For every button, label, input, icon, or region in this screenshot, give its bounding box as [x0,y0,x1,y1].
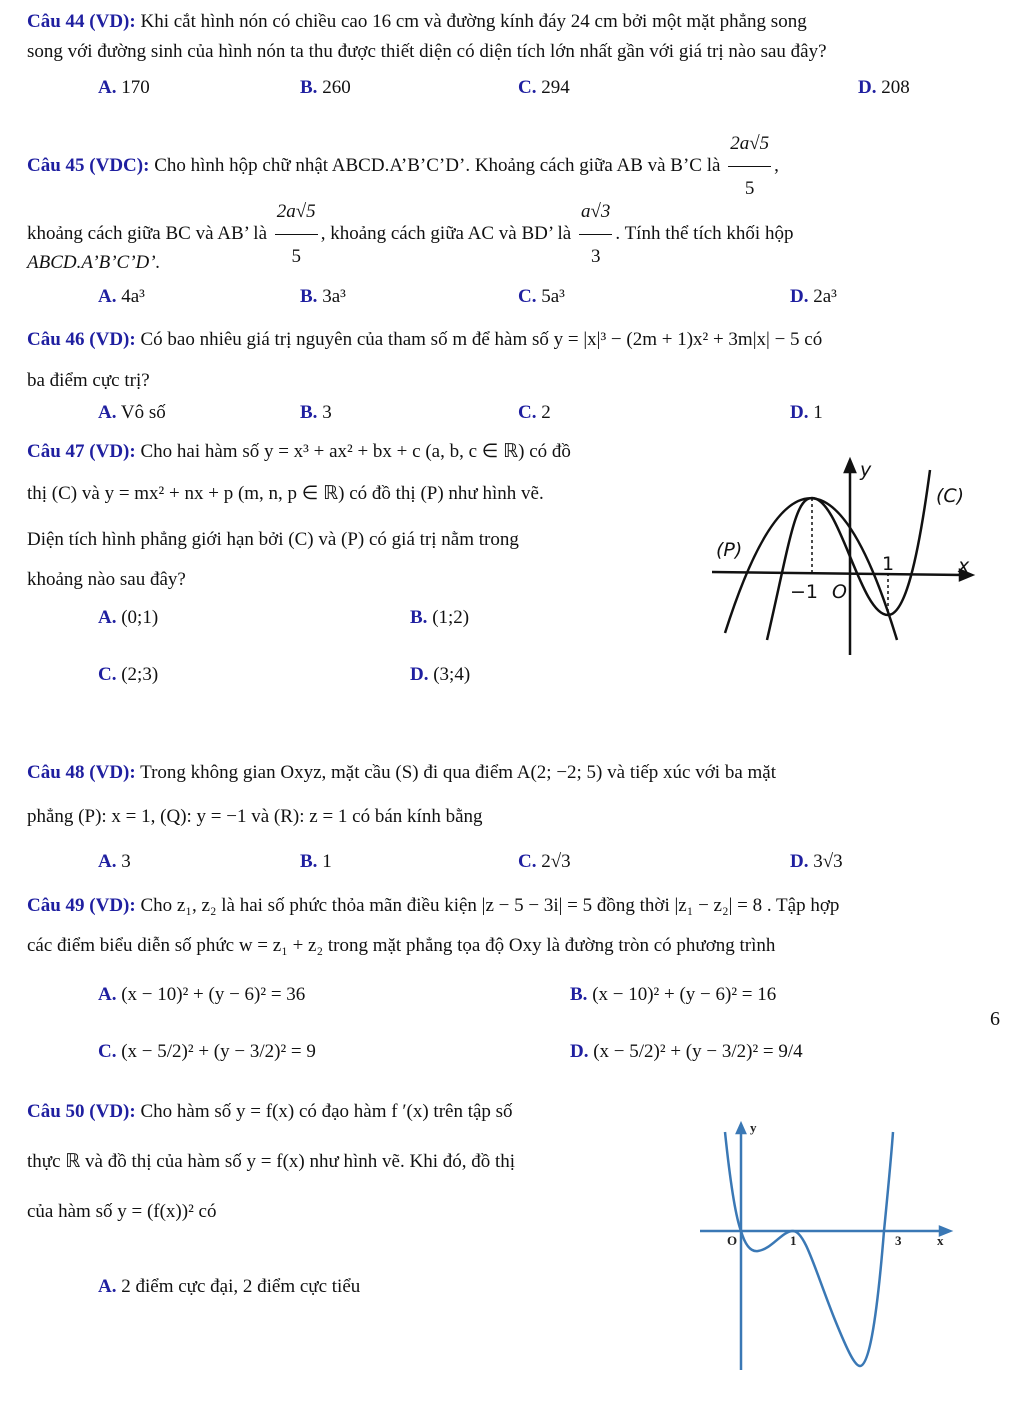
option-value: 1 [808,402,823,423]
option-key: A. [98,984,117,1005]
option-key: B. [300,402,318,423]
numerator: 2a√5 [275,190,318,235]
denominator: 5 [291,246,301,267]
curve-f [725,1132,893,1366]
x-label: x [958,555,970,577]
denominator: 3 [590,246,601,267]
option-value: 3a³ [317,286,346,307]
q48-text1: Trong không gian Oxyz, mặt cầu (S) đi qua điểm A(2; −2; 5) và tiếp xúc với ba mặt [135,762,776,783]
option-value: (2;3) [116,664,159,685]
q47-line4: khoảng nào sau đây? [27,569,186,590]
option-value: (3;4) [428,664,471,685]
q45-text1: Cho hình hộp chữ nhật ABCD.A’B’C’D’. Khoảng cách giữa AB và B’C là [149,154,721,176]
q46-label: Câu 46 (VD): [27,329,136,350]
numerator: a√3 [579,190,612,235]
option-key: C. [518,402,537,423]
option-value: (1;2) [427,607,470,628]
tick-minus-1: −1 [790,581,819,603]
x-label: x [937,1233,944,1248]
option-value: 260 [317,77,351,98]
option-key: B. [570,984,588,1005]
q49-text1: Cho z₁, z₂ là hai số phức thỏa mãn điều kiện |z − 5 − 3i| = 5 đồng thời |z₁ − z₂| = 8 . Tập hợp [135,895,840,916]
q44-text1: Khi cắt hình nón có chiều cao 16 cm và đường kính đáy 24 cm bởi một mặt phẳng song [135,11,807,32]
option-key: A. [98,402,117,423]
option-value: 208 [876,77,910,98]
q45-text2a: khoảng cách giữa BC và AB’ là [27,222,267,244]
q47-text1: Cho hai hàm số y = x³ + ax² + bx + c (a, b, c ∈ ℝ) có đồ [135,441,571,462]
option-value: (x − 10)² + (y − 6)² = 16 [587,984,777,1005]
origin-label: O [727,1233,738,1248]
option-key: B. [410,607,428,628]
option-value: (x − 10)² + (y − 6)² = 36 [116,984,306,1005]
comma: , [774,154,779,176]
q48-line2: phẳng (P): x = 1, (Q): y = −1 và (R): z = 1 có bán kính bằng [27,806,483,827]
tick-1: 1 [790,1233,797,1248]
option-key: A. [98,851,117,872]
option-value: 170 [116,77,150,98]
option-key: D. [570,1041,589,1062]
q50-text1: Cho hàm số y = f(x) có đạo hàm f ′(x) trên tập số [135,1101,513,1122]
option-key: D. [410,664,429,685]
q45-text2b: , khoảng cách giữa AC và BD’ là [320,222,572,244]
q45-label: Câu 45 (VDC): [27,154,150,176]
label-c: (C) [936,485,965,507]
q48-label: Câu 48 (VD): [27,762,136,783]
option-key: A. [98,1276,117,1297]
q44-line2: song với đường sinh của hình nón ta thu được thiết diện có diện tích lớn nhất gần với giá trị nào sau đây? [27,41,827,62]
option-value: 1 [317,851,332,872]
option-value: 2√3 [536,851,571,872]
q49-label: Câu 49 (VD): [27,895,136,916]
option-key: C. [518,77,537,98]
option-value: 2 [536,402,551,423]
option-key: C. [98,1041,117,1062]
option-key: A. [98,286,117,307]
option-value: 5a³ [536,286,565,307]
option-key: A. [98,77,117,98]
y-label: y [750,1120,757,1135]
option-value: (x − 5/2)² + (y − 3/2)² = 9/4 [588,1041,803,1062]
option-key: B. [300,851,318,872]
label-p: (P) [716,539,743,561]
tick-1: 1 [882,553,895,575]
denominator: 5 [744,178,755,199]
q47-line3: Diện tích hình phẳng giới hạn bởi (C) và (P) có giá trị nằm trong [27,529,519,550]
q50-line3: của hàm số y = (f(x))² có [27,1201,217,1222]
option-key: C. [98,664,117,685]
option-value: 3√3 [808,851,843,872]
q44-label: Câu 44 (VD): [27,11,136,32]
q47-line2: thị (C) và y = mx² + nx + p (m, n, p ∈ ℝ) có đồ thị (P) như hình vẽ. [27,483,544,504]
y-axis-arrow-icon [737,1124,745,1133]
option-value: (x − 5/2)² + (y − 3/2)² = 9 [116,1041,316,1062]
q45-line3: ABCD.A’B’C’D’. [27,252,161,273]
option-key: B. [300,77,318,98]
origin-label: O [832,581,847,603]
numerator: 2a√5 [728,122,771,167]
tick-3: 3 [895,1233,902,1248]
q47-label: Câu 47 (VD): [27,441,136,462]
option-key: D. [790,402,809,423]
y-label: y [860,459,872,481]
option-value: 2a³ [808,286,837,307]
option-value: 2 điểm cực đại, 2 điểm cực tiểu [116,1276,361,1297]
option-key: C. [518,851,537,872]
q50-label: Câu 50 (VD): [27,1101,136,1122]
q46-text1: Có bao nhiêu giá trị nguyên của tham số m để hàm số y = |x|³ − (2m + 1)x² + 3m|x| − 5 có [135,329,823,350]
option-value: 3 [317,402,332,423]
option-value: (0;1) [116,607,159,628]
option-key: A. [98,607,117,628]
option-value: Vô số [116,402,166,423]
option-value: 4a³ [116,286,145,307]
page-number: 6 [990,1008,1000,1030]
q46-line2: ba điểm cực trị? [27,370,150,391]
option-value: 3 [116,851,131,872]
option-key: C. [518,286,537,307]
option-key: D. [790,851,809,872]
option-key: B. [300,286,318,307]
option-key: D. [858,77,877,98]
q45-text2c: . Tính thể tích khối hộp [615,222,794,244]
option-key: D. [790,286,809,307]
q50-line2: thực ℝ và đồ thị của hàm số y = f(x) như hình vẽ. Khi đó, đồ thị [27,1151,516,1172]
option-value: 294 [536,77,570,98]
q49-line2: các điểm biểu diễn số phức w = z₁ + z₂ trong mặt phẳng tọa độ Oxy là đường tròn có phương trình [27,935,776,956]
